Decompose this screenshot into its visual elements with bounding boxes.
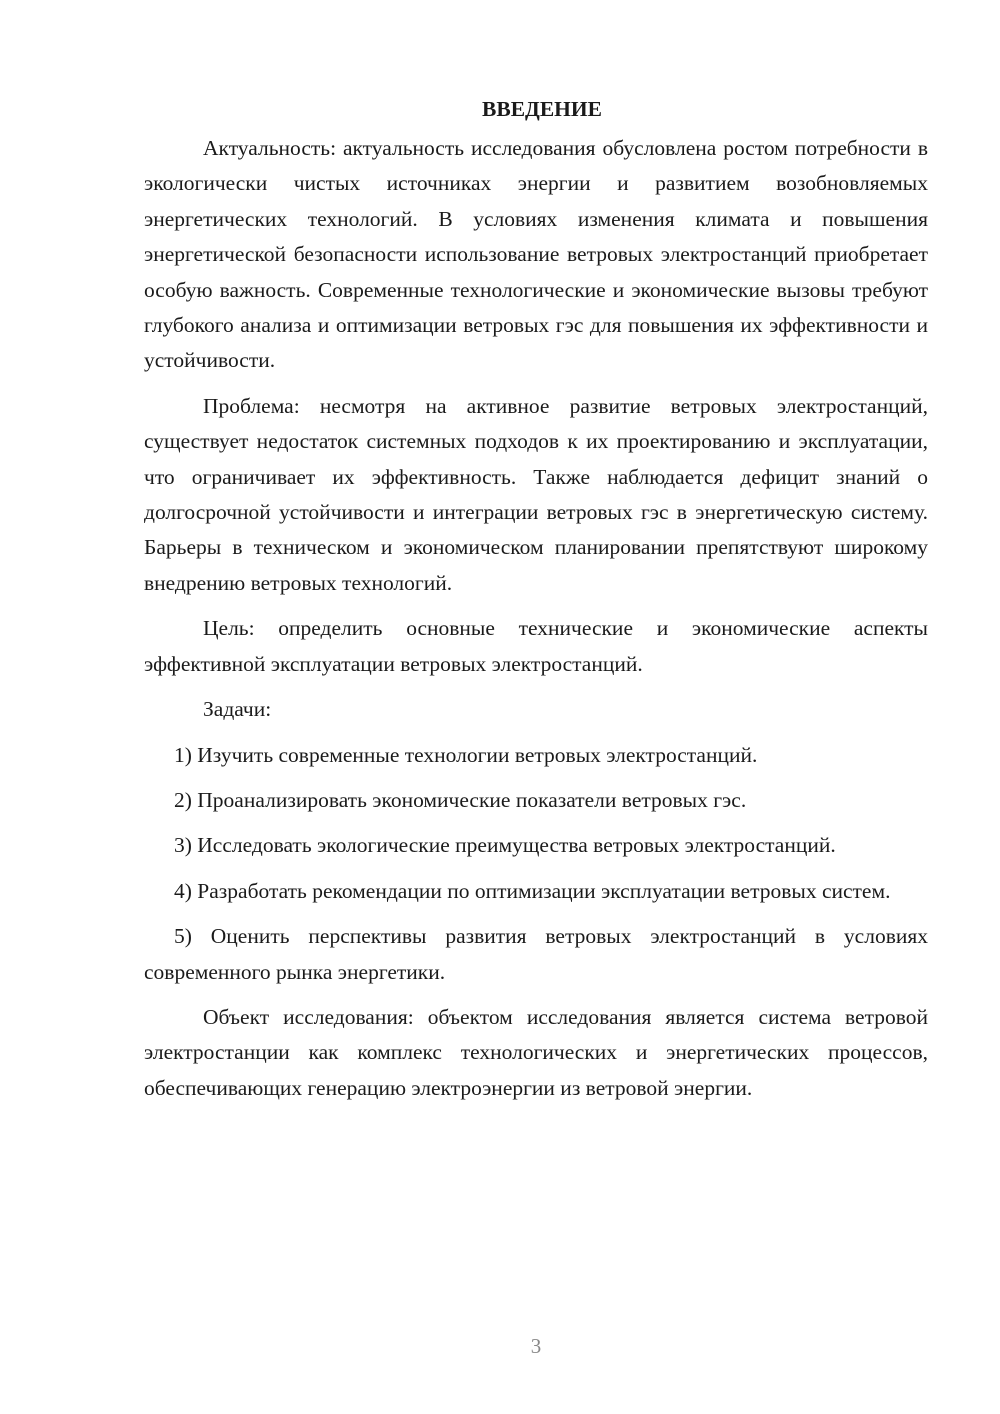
page-number: 3 — [530, 1334, 542, 1358]
task-item-2: 2) Проанализировать экономические показатели ветровых гэс. — [174, 787, 747, 812]
page-content — [144, 92, 928, 1106]
object-paragraph: Объект исследования: объектом исследования является система ветровой электростанции как комплекс технологических и энергетических процессов, обеспечивающих генерацию электроэнергии из ветровой энергии. — [144, 1004, 928, 1100]
relevance-paragraph: Актуальность: актуальность исследования обусловлена ростом потребности в экологически чистых источниках энергии и развитием возобновляемых энергетических технологий. В условиях изменения климата и повышения энергетической безопасности использование ветровых электростанций приобретает особую важность. Современные технологические и экономические вызовы требуют глубокого анализа и оптимизации ветровых гэс для повышения их эффективности и устойчивости. — [144, 136, 928, 373]
goal-paragraph: Цель: определить основные технические и экономические аспекты эффективной эксплуатации ветровых электростанций. — [144, 616, 928, 676]
task-item-1: 1) Изучить современные технологии ветровых электростанций. — [174, 742, 758, 767]
task-item-5: 5) Оценить перспективы развития ветровых электростанций в условиях современного рынка энергетики. — [144, 924, 928, 984]
page-title: ВВЕДЕНИЕ — [482, 97, 602, 121]
tasks-heading: Задачи: — [203, 697, 272, 722]
task-item-3: 3) Исследовать экологические преимущества ветровых электростанций. — [174, 833, 836, 858]
problem-paragraph: Проблема: несмотря на активное развитие ветровых электростанций, существует недостаток системных подходов к их проектированию и эксплуатации, что ограничивает их эффективность. Также наблюдается дефицит знаний о долгосрочной устойчивости и интеграции ветровых гэс в энергетическую систему. Барьеры в техническом и экономическом планировании препятствуют широкому внедрению ветровых технологий. — [144, 393, 928, 595]
task-item-4: 4) Разработать рекомендации по оптимизации эксплуатации ветровых систем. — [174, 878, 891, 903]
